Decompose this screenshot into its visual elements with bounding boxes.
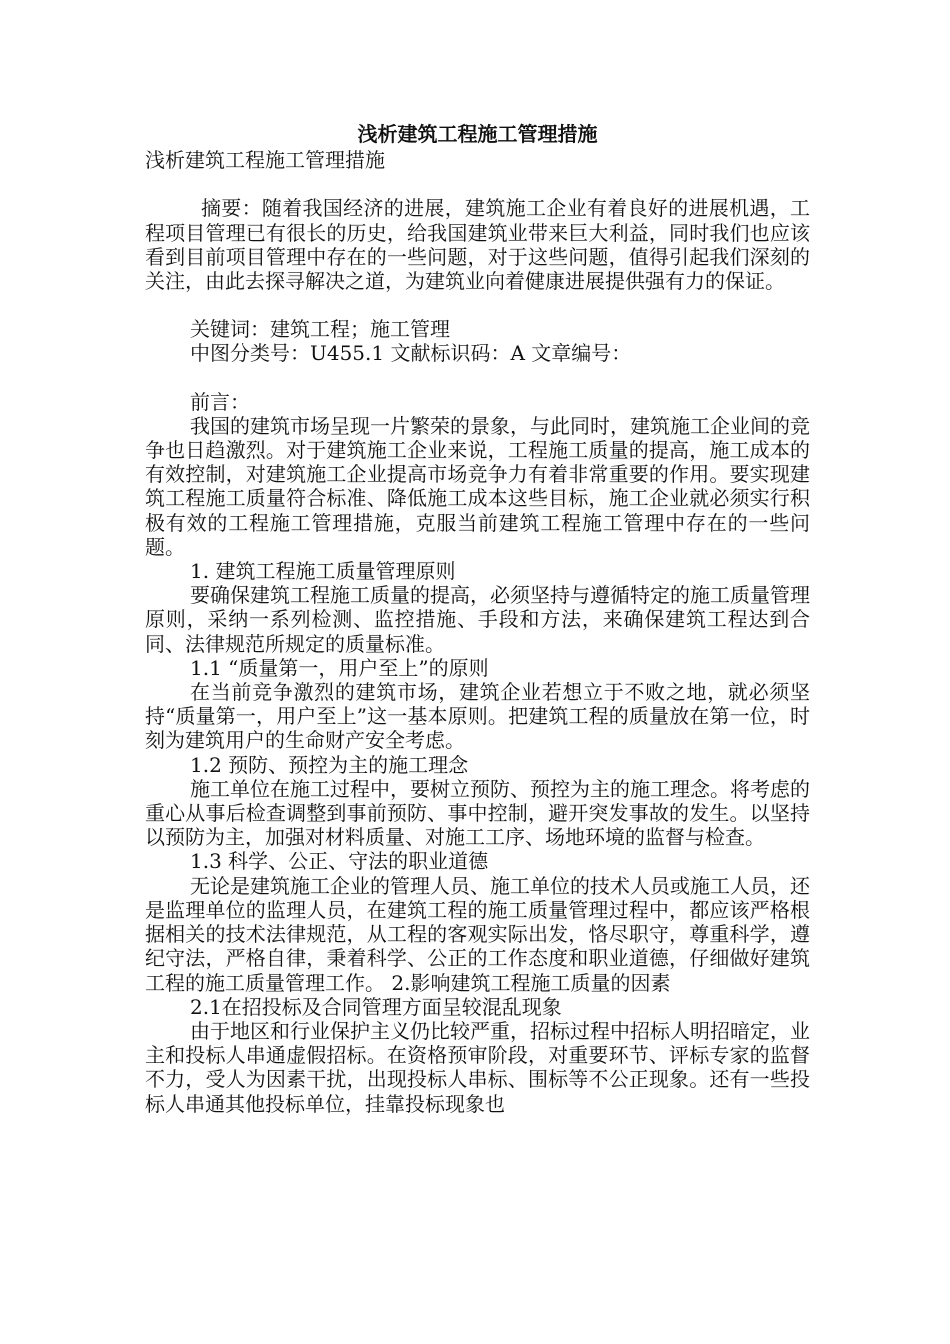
body-paragraph: 在当前竞争激烈的建筑市场，建筑企业若想立于不败之地，就必须坚持“质量第一，用户至上”这一基本原则。把建筑工程的质量放在第一位，时刻为建筑用户的生命财产安全考虑。 — [145, 680, 810, 753]
document-title: 浅析建筑工程施工管理措施 — [357, 122, 598, 146]
section-heading: 1.2 预防、预控为主的施工理念 — [190, 752, 469, 777]
section-heading: 1.1 “质量第一，用户至上”的原则 — [190, 655, 489, 680]
classification-line: 中图分类号：U455.1 文献标识码：A 文章编号： — [190, 341, 632, 366]
section-heading: 1.3 科学、公正、守法的职业道德 — [190, 849, 489, 874]
keywords-line: 关键词：建筑工程；施工管理 — [190, 317, 450, 342]
body-paragraph: 施工单位在施工过程中，要树立预防、预控为主的施工理念。将考虑的重心从事后检查调整到事前预防、事中控制，避开突发事故的发生。以坚持以预防为主，加强对材料质量、对施工工序、场地环境的监督与检查。 — [145, 776, 810, 850]
document-subtitle: 浅析建筑工程施工管理措施 — [145, 148, 385, 173]
body-paragraph: 无论是建筑施工企业的管理人员、施工单位的技术人员或施工人员，还是监理单位的监理人员，在建筑工程的施工质量管理过程中，都应该严格根据相关的技术法律规范，从工程的客观实际出发，恪尽职守，尊重科学，遵纪守法，严格自律，秉着科学、公正的工作态度和职业道德，仔细做好建筑工程的施工质量管理工作。 2.影响建筑工程施工质量的因素 — [145, 873, 810, 995]
spacer — [145, 293, 810, 317]
body-paragraph: 由于地区和行业保护主义仍比较严重，招标过程中招标人明招暗定，业主和投标人串通虚假招标。在资格预审阶段，对重要环节、评标专家的监督不力，受人为因素干扰，出现投标人串标、围标等不公正现象。还有一些投标人串通其他投标单位，挂靠投标现象也 — [145, 1018, 810, 1116]
spacer — [145, 366, 810, 390]
abstract-paragraph: 摘要：随着我国经济的进展，建筑施工企业有着良好的进展机遇，工程项目管理已有很长的历史，给我国建筑业带来巨大利益，同时我们也应该看到目前项目管理中存在的一些问题，对于这些问题，值得引起我们深刻的关注，由此去探寻解决之道，为建筑业向着健康进展提供强有力的保证。 — [145, 196, 810, 294]
section-heading: 2.1在招投标及合同管理方面呈较混乱现象 — [190, 994, 562, 1019]
document-page — [145, 122, 810, 1116]
section-heading: 1. 建筑工程施工质量管理原则 — [190, 559, 456, 584]
preface-label: 前言： — [190, 389, 250, 414]
body-paragraph: 我国的建筑市场呈现一片繁荣的景象，与此同时，建筑施工企业间的竞争也日趋激烈。对于建筑施工企业来说，工程施工质量的提高，施工成本的有效控制，对建筑施工企业提高市场竞争力有着非常重要的作用。要实现建筑工程施工质量符合标准、降低施工成本这些目标，施工企业就必须实行积极有效的工程施工管理措施，克服当前建筑工程施工管理中存在的一些问题。 — [145, 413, 810, 559]
body-paragraph: 要确保建筑工程施工质量的提高，必须坚持与遵循特定的施工质量管理原则，采纳一系列检测、监控措施、手段和方法，来确保建筑工程达到合同、法律规范所规定的质量标准。 — [145, 583, 810, 656]
